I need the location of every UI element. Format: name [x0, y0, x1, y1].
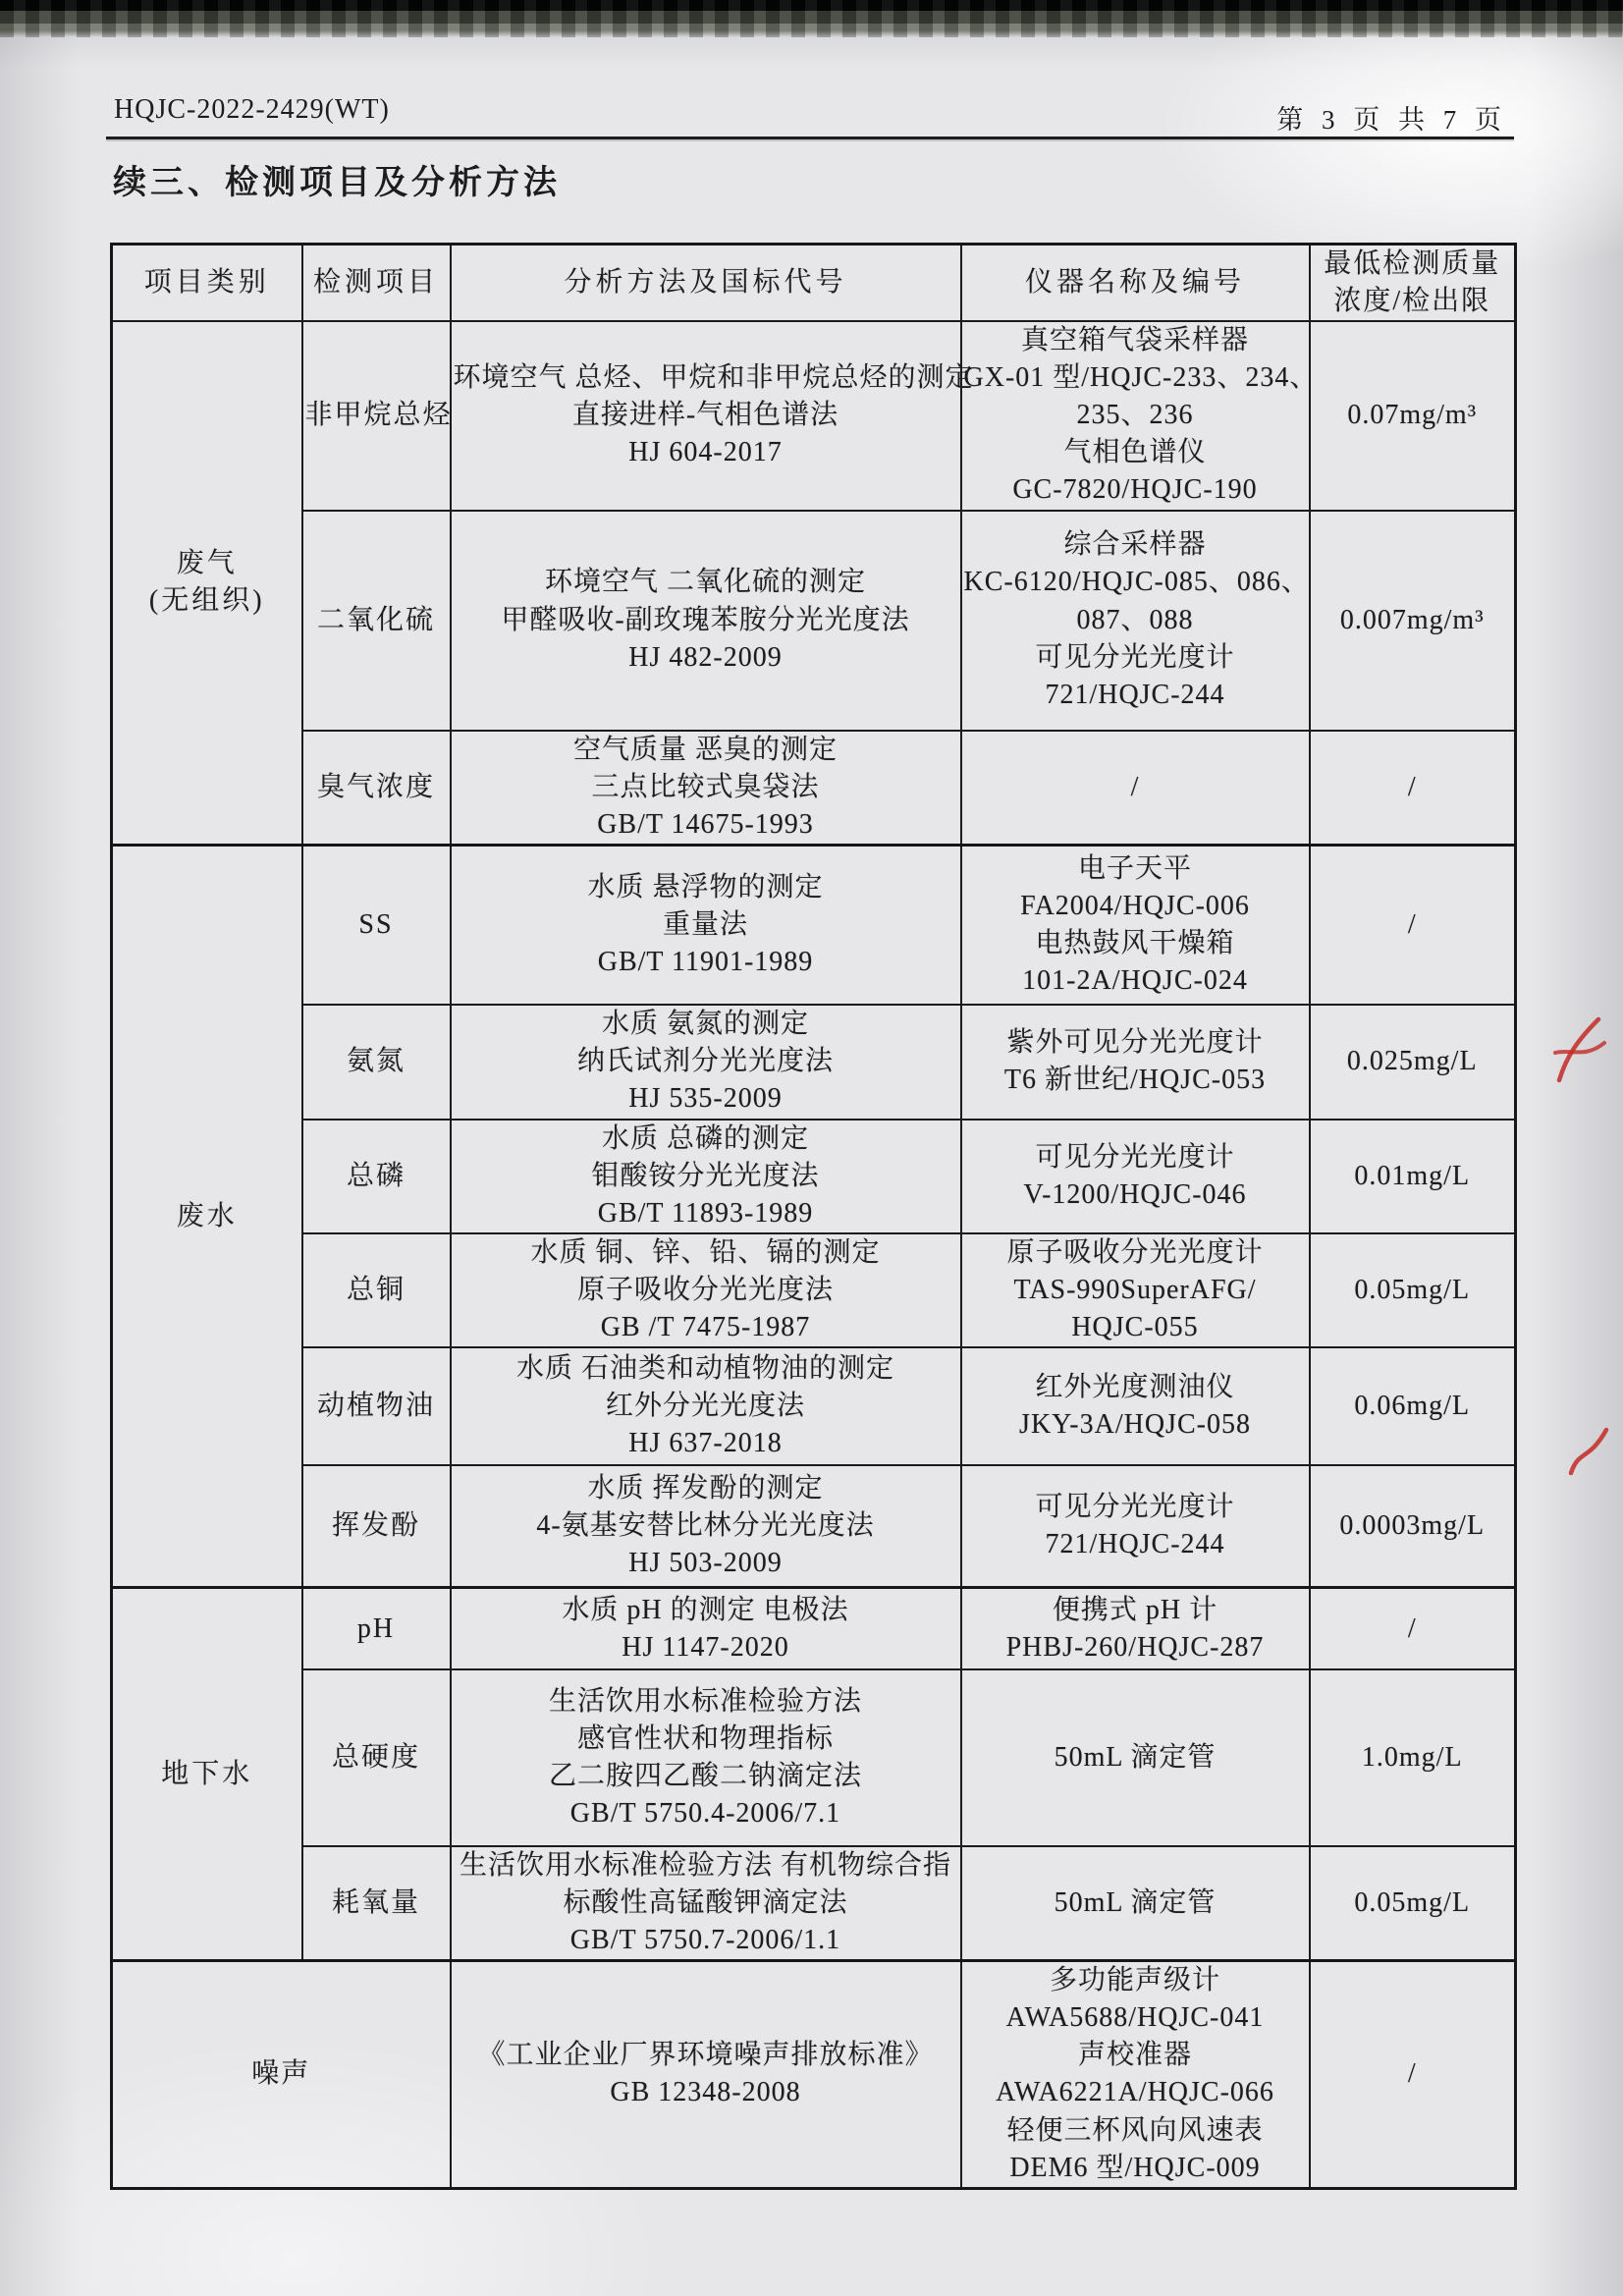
table-row: [112, 1669, 1516, 1846]
table-row: [112, 1588, 1516, 1669]
instrument-cell: 50mL 滴定管: [961, 1669, 1310, 1846]
page-indicator: 第 3 页 共 7 页: [1276, 105, 1507, 135]
method-cell: 水质 挥发酚的测定 4-氨基安替比林分光光度法 HJ 503-2009: [451, 1465, 961, 1588]
item-cell: 总硬度: [302, 1669, 451, 1846]
item-cell: 总铜: [302, 1233, 451, 1347]
table-row: [112, 1233, 1516, 1347]
category-cell-groundwater: 地下水: [112, 1588, 302, 1961]
category-cell-gas: 废气 (无组织): [112, 321, 302, 845]
method-cell: 空气质量 恶臭的测定 三点比较式臭袋法 GB/T 14675-1993: [451, 731, 961, 846]
limit-cell: 0.007mg/m³: [1310, 511, 1516, 731]
instrument-cell: /: [961, 731, 1310, 846]
doc-number: HQJC-2022-2429(WT): [114, 94, 390, 125]
item-cell-noise: 噪声: [112, 1961, 451, 2188]
limit-cell: 0.05mg/L: [1310, 1233, 1516, 1347]
col-header-item: 检测项目: [302, 245, 451, 322]
instrument-cell: 综合采样器 KC-6120/HQJC-085、086、 087、088 可见分光光度计 721/HQJC-244: [961, 511, 1310, 731]
method-cell: 环境空气 二氧化硫的测定 甲醛吸收-副玫瑰苯胺分光光度法 HJ 482-2009: [451, 511, 961, 731]
item-cell: 耗氧量: [302, 1846, 451, 1961]
red-pen-mark: [1549, 1010, 1610, 1090]
limit-cell: 0.025mg/L: [1310, 1005, 1516, 1119]
instrument-cell: 电子天平 FA2004/HQJC-006 电热鼓风干燥箱 101-2A/HQJC-024: [961, 845, 1310, 1005]
table-row: [112, 1120, 1516, 1233]
detection-methods-table: [110, 243, 1517, 2190]
item-cell: 二氧化硫: [302, 511, 451, 731]
limit-cell: 0.07mg/m³: [1310, 321, 1516, 510]
table-row: [112, 321, 1516, 510]
item-cell: 非甲烷总烃: [302, 321, 451, 510]
item-cell: 挥发酚: [302, 1465, 451, 1588]
limit-cell: 0.05mg/L: [1310, 1846, 1516, 1961]
limit-cell: 0.01mg/L: [1310, 1120, 1516, 1233]
limit-cell: /: [1310, 731, 1516, 846]
limit-cell: 1.0mg/L: [1310, 1669, 1516, 1846]
instrument-cell: 真空箱气袋采样器 GX-01 型/HQJC-233、234、 235、236 气相色谱仪 GC-7820/HQJC-190: [961, 321, 1310, 510]
method-cell: 生活饮用水标准检验方法 有机物综合指 标酸性高锰酸钾滴定法 GB/T 5750.7-2006/1.1: [451, 1846, 961, 1961]
item-cell: pH: [302, 1588, 451, 1669]
col-header-instrument: 仪器名称及编号: [961, 245, 1310, 322]
method-cell: 水质 pH 的测定 电极法 HJ 1147-2020: [451, 1588, 961, 1669]
instrument-cell: 多功能声级计 AWA5688/HQJC-041 声校准器 AWA6221A/HQJC-066 轻便三杯风向风速表 DEM6 型/HQJC-009: [961, 1961, 1310, 2188]
item-cell: 动植物油: [302, 1347, 451, 1465]
method-cell: 水质 石油类和动植物油的测定 红外分光光度法 HJ 637-2018: [451, 1347, 961, 1465]
table-row: [112, 1846, 1516, 1961]
instrument-cell: 紫外可见分光光度计 T6 新世纪/HQJC-053: [961, 1005, 1310, 1119]
table-row: [112, 845, 1516, 1005]
instrument-cell: 可见分光光度计 V-1200/HQJC-046: [961, 1120, 1310, 1233]
method-cell: 生活饮用水标准检验方法 感官性状和物理指标 乙二胺四乙酸二钠滴定法 GB/T 5750.4-2006/7.1: [451, 1669, 961, 1846]
table-row: [112, 511, 1516, 731]
method-cell: 水质 悬浮物的测定 重量法 GB/T 11901-1989: [451, 845, 961, 1005]
limit-cell: /: [1310, 845, 1516, 1005]
limit-cell: 0.06mg/L: [1310, 1347, 1516, 1465]
col-header-limit: 最低检测质量 浓度/检出限: [1310, 245, 1516, 322]
item-cell: 氨氮: [302, 1005, 451, 1119]
category-cell-wastewater: 废水: [112, 845, 302, 1588]
scanner-edge-band: [0, 0, 1623, 37]
item-cell: SS: [302, 845, 451, 1005]
instrument-cell: 红外光度测油仪 JKY-3A/HQJC-058: [961, 1347, 1310, 1465]
red-pen-mark: [1563, 1422, 1614, 1483]
header-rule: [106, 137, 1514, 139]
method-cell: 水质 氨氮的测定 纳氏试剂分光光度法 HJ 535-2009: [451, 1005, 961, 1119]
limit-cell: 0.0003mg/L: [1310, 1465, 1516, 1588]
instrument-cell: 50mL 滴定管: [961, 1846, 1310, 1961]
table-row: [112, 1347, 1516, 1465]
col-header-category: 项目类别: [112, 245, 302, 322]
method-cell: 环境空气 总烃、甲烷和非甲烷总烃的测定 直接进样-气相色谱法 HJ 604-2017: [451, 321, 961, 510]
method-cell: 《工业企业厂界环境噪声排放标准》 GB 12348-2008: [451, 1961, 961, 2188]
method-cell: 水质 铜、锌、铅、镉的测定 原子吸收分光光度法 GB /T 7475-1987: [451, 1233, 961, 1347]
instrument-cell: 可见分光光度计 721/HQJC-244: [961, 1465, 1310, 1588]
col-header-method: 分析方法及国标代号: [451, 245, 961, 322]
table-row: [112, 1005, 1516, 1119]
table-row: [112, 1961, 1516, 2188]
item-cell: 臭气浓度: [302, 731, 451, 846]
limit-cell: /: [1310, 1588, 1516, 1669]
table-header-row: [112, 245, 1516, 322]
table-row: [112, 731, 1516, 846]
table-row: [112, 1465, 1516, 1588]
page-title: 续三、检测项目及分析方法: [113, 165, 561, 201]
instrument-cell: 原子吸收分光光度计 TAS-990SuperAFG/ HQJC-055: [961, 1233, 1310, 1347]
instrument-cell: 便携式 pH 计 PHBJ-260/HQJC-287: [961, 1588, 1310, 1669]
limit-cell: /: [1310, 1961, 1516, 2188]
item-cell: 总磷: [302, 1120, 451, 1233]
method-cell: 水质 总磷的测定 钼酸铵分光光度法 GB/T 11893-1989: [451, 1120, 961, 1233]
